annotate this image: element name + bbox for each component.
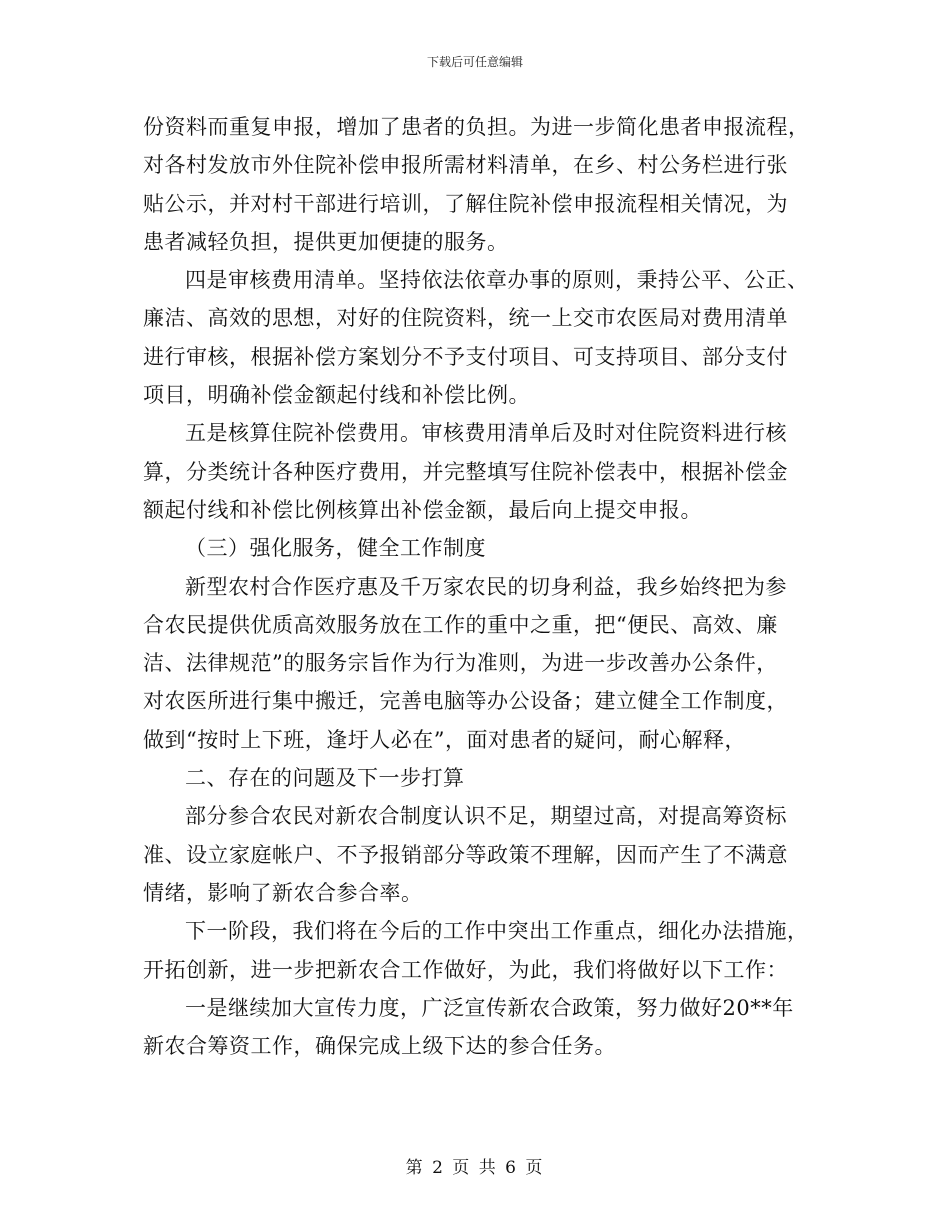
page-header-note: 下载后可任意编辑	[426, 55, 523, 69]
body-line: 四是审核费用清单。坚持依法依章办事的原则，秉持公平、公正、	[185, 268, 809, 293]
body-line: 进行审核，根据补偿方案划分不予支付项目、可支持项目、部分支付	[143, 344, 788, 369]
body-line: 下一阶段，我们将在今后的工作中突出工作重点，细化办法措施，	[185, 919, 809, 944]
body-line: 一是继续加大宣传力度，广泛宣传新农合政策，努力做好20**年	[185, 995, 794, 1020]
body-line: 合农民提供优质高效服务放在工作的重中之重，把“便民、高效、廉	[143, 612, 778, 637]
body-line: 五是核算住院补偿费用。审核费用清单后及时对住院资料进行核	[185, 421, 787, 446]
body-line: 准、设立家庭帐户、不予报销部分等政策不理解，因而产生了不满意	[143, 842, 788, 867]
body-line: 患者减轻负担，提供更加便捷的服务。	[143, 229, 509, 254]
body-line: 对各村发放市外住院补偿申报所需材料清单，在乡、村公务栏进行张	[143, 153, 788, 178]
body-line: 情绪，影响了新农合参合率。	[143, 880, 423, 905]
body-line: 算，分类统计各种医疗费用，并完整填写住院补偿表中，根据补偿金	[143, 459, 788, 484]
body-line: 额起付线和补偿比例核算出补偿金额，最后向上提交申报。	[143, 497, 702, 522]
body-line: 份资料而重复申报，增加了患者的负担。为进一步简化患者申报流程，	[143, 115, 810, 139]
body-line: 廉洁、高效的思想，对好的住院资料，统一上交市农医局对费用清单	[143, 306, 788, 331]
body-line: 新型农村合作医疗惠及千万家农民的切身利益，我乡始终把为参	[185, 574, 787, 599]
section-heading: （三）强化服务，健全工作制度	[185, 536, 486, 561]
body-line: 贴公示，并对村干部进行培训，了解住院补偿申报流程相关情况，为	[143, 191, 788, 216]
body-line: 做到“按时上下班，逢圩人必在”，面对患者的疑问，耐心解释，	[143, 727, 746, 752]
body-line: 对农医所进行集中搬迁，完善电脑等办公设备；建立健全工作制度，	[143, 689, 788, 714]
body-line: 洁、法律规范”的服务宗旨作为行为准则，为进一步改善办公条件，	[143, 651, 778, 676]
body-line: 新农合筹资工作，确保完成上级下达的参合任务。	[143, 1034, 616, 1059]
page-number-footer: 第 2 页 共 6 页	[405, 1158, 545, 1178]
body-line: 部分参合农民对新农合制度认识不足，期望过高，对提高筹资标	[185, 804, 787, 829]
body-line: 项目，明确补偿金额起付线和补偿比例。	[143, 383, 530, 408]
section-heading: 二、存在的问题及下一步打算	[185, 766, 465, 791]
body-line: 开拓创新，进一步把新农合工作做好，为此，我们将做好以下工作：	[143, 957, 788, 982]
document-body	[143, 108, 815, 1065]
